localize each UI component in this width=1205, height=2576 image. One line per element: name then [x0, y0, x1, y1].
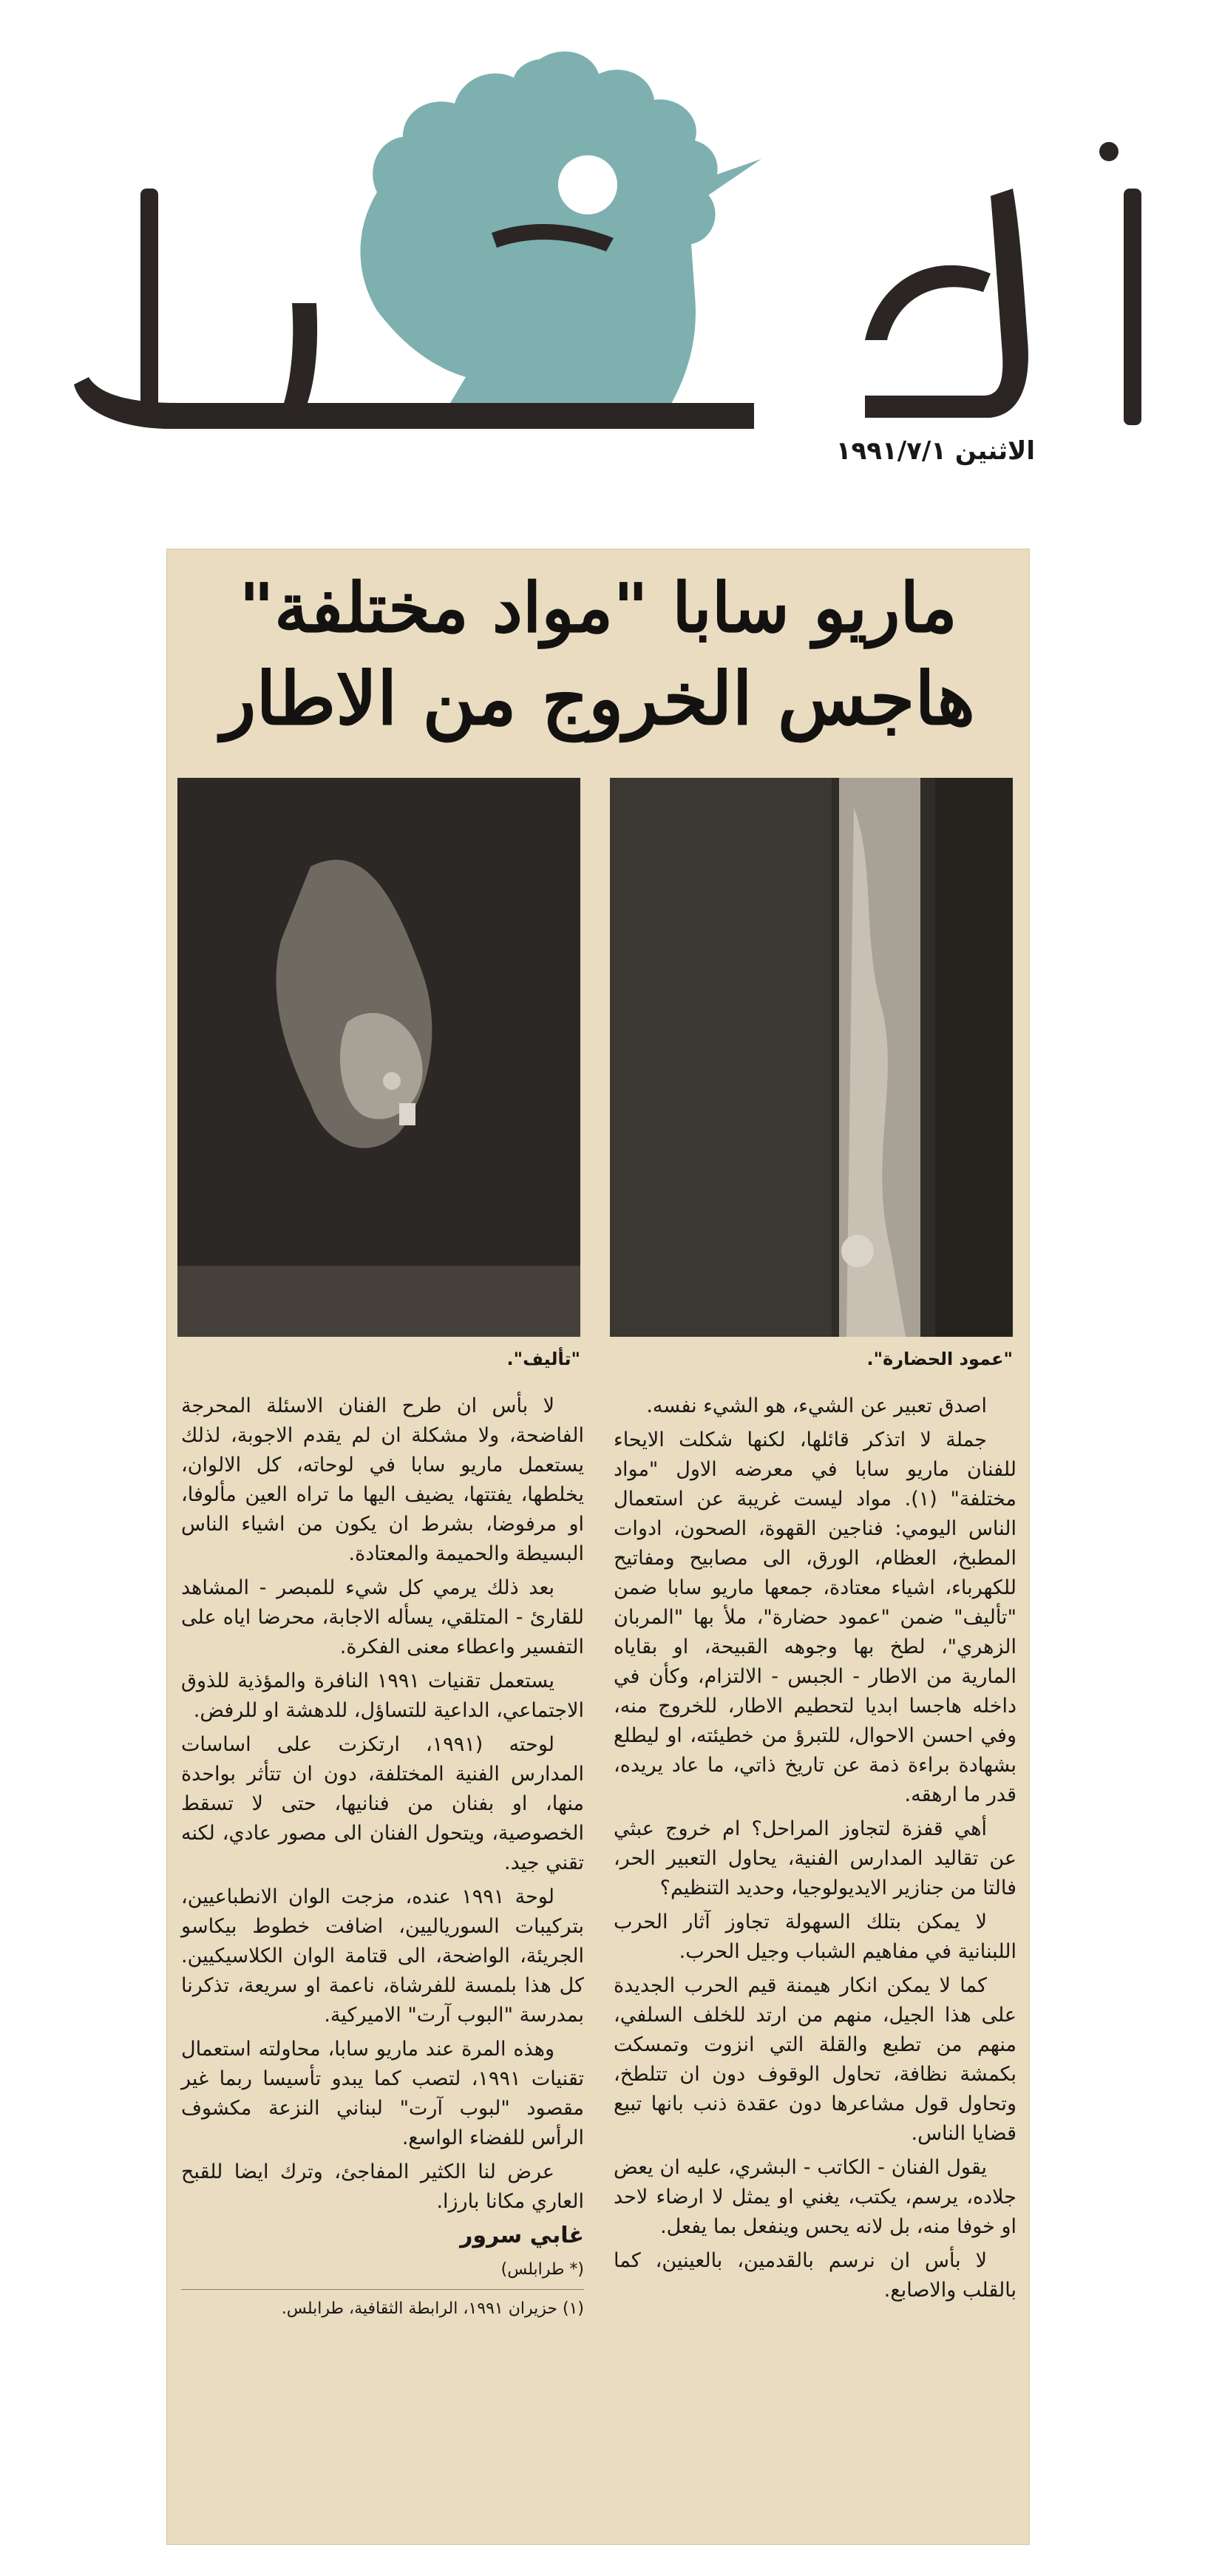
- paragraph: لا يمكن بتلك السهولة تجاوز آثار الحرب اللبنانية في مفاهيم الشباب وجيل الحرب.: [614, 1911, 1016, 1963]
- issue-date: الاثنين ١٩٩١/٧/١: [835, 436, 1035, 466]
- paragraph: لا بأس ان نرسم بالقدمين، بالعينين، كما بالقلب والاصابع.: [614, 2249, 1016, 2302]
- author-location: (* طرابلس): [500, 2260, 584, 2279]
- paragraph: يقول الفنان - الكاتب - البشري، عليه ان يعض جلاده، يرسم، يكتب، يغني او يمثل لا ارضاء لاحد او خوفا منه، بل لانه يحس وينفعل بما يفعل.: [614, 2156, 1016, 2238]
- paragraph: يستعمل تقنيات ١٩٩١ النافرة والمؤذية للذوق الاجتماعي، الداعية للتساؤل، للدهشة او للرفض.: [181, 1670, 584, 1722]
- photo-composition: [177, 778, 580, 1337]
- paragraph: جملة لا اتذكر قائلها، لكنها شكلت الايحاء للفنان ماريو سابا في معرضه الاول "مواد مختلفة" (١). مواد ليست غريبة عن استعمال الناس اليومي: فناجين القهوة، الصحون، ادوات المطبخ، العظام، الورق، الى مصابيح ومفاتيح للكهرباء، اشياء معتادة، جمعها ماريو سابا ضمن "تأليف" ضمن "عمود حضارة"، ملأ بها "المربان الزهري"، لطخ بها وجوهه القبيحة، او بقاياه المارية من الاطار - الجبس - الالتزام، وكأن في داخله هاجسا ابديا لتحطيم الاطار، للخروج منه، وفي احسن الاحوال، للتبرؤ من خطيئته، او ليطلع بشهادة براءة ذمة عن تاريخ ذاتي، ما عاد يريده، قدر ما ارهقه.: [614, 1428, 1016, 1806]
- artwork-photo: [610, 778, 1013, 1337]
- paragraph: أهي قفزة لتجاوز المراحل؟ ام خروج عبثي عن تقاليد المدارس الفنية، يحاول التعبير الحر، فالتا من جنازير الايديولوجيا، وحديد التنظيم؟: [614, 1817, 1016, 1899]
- footnote: (١) حزيران ١٩٩١، الرابطة الثقافية، طرابلس.: [181, 2289, 584, 2321]
- paragraph: بعد ذلك يرمي كل شيء للمبصر - المشاهد للقارئ - المتلقي، يسأله الاجابة، محرضا اياه على التفسير واعطاء معنى الفكرة.: [181, 1576, 584, 1658]
- masthead: [30, 30, 1168, 473]
- headline-line-2: هاجس الخروج من الاطار: [221, 657, 975, 742]
- photo-column-of-civilization: [610, 778, 1013, 1337]
- paragraph: عرض لنا الكثير المفاجئ، وترك ايضا للقبح العاري مكانا بارزا.: [181, 2160, 584, 2213]
- paragraph: كما لا يمكن انكار هيمنة قيم الحرب الجديدة على هذا الجيل، منهم من ارتد للخلف السلفي، منهم من تطبع والقلة التي انزوت وتمسكت بكمشة نظافة، تحاول الوقوف دون ان تتلطخ، وتحاول قول مشاعرها دون عقدة ذنب بانها تبيع قضايا الناس.: [614, 1974, 1016, 2145]
- paragraph: لا بأس ان طرح الفنان الاسئلة المحرجة الفاضحة، ولا مشكلة ان لم يقدم الاجوبة، لذلك يستعمل ماريو سابا في لوحاته، كل الالوان، يخلطها، يفتتها، يضيف اليها ما تراه العين مألوفا، او مرفوضا، بشرط ان يكون من اشياء الناس البسيطة والحميمة والمعتادة.: [181, 1394, 584, 1565]
- paragraph: وهذه المرة عند ماريو سابا، محاولته استعمال تقنيات ١٩٩١، لتصب كما يبدو تأسيسا ربما غير مقصود "لبوب آرت" لبناني النزعة مكشوف الرأس للفضاء الواسع.: [181, 2038, 584, 2149]
- newspaper-logo: [30, 30, 1168, 473]
- photo-caption-right: "عمود الحضارة".: [866, 1349, 1013, 1369]
- article-clipping: [166, 549, 1030, 2545]
- headline-line-1: ماريو سابا "مواد مختلفة": [239, 568, 957, 648]
- article-column-right: [614, 1392, 1016, 2310]
- article-headline: [189, 563, 1008, 747]
- author-byline: غابي سرور: [460, 2223, 584, 2248]
- paragraph: اصدق تعبير عن الشيء، هو الشيء نفسه.: [646, 1394, 987, 1417]
- paragraph: لوحته (١٩٩١، ارتكزت على اساسات المدارس الفنية المختلفة، دون ان تتأثر بواحدة منها، او بفنان من فنانيها، حتى لا تسقط الخصوصية، ويتحول الفنان الى مصور عادي، لكنه تقني جيد.: [181, 1733, 584, 1874]
- paragraph: لوحة ١٩٩١ عنده، مزجت الوان الانطباعيين، بتركيبات السورياليين، اضافت خطوط بيكاسو الجريئة، الواضحة، الى قتامة الوان الكلاسيكيين. كل هذا بلمسة للفرشاة، ناعمة او سريعة، تذكرنا بمدرسة "البوب آرت" الاميركية.: [181, 1885, 584, 2027]
- artwork-photo: [177, 778, 580, 1337]
- photo-caption-left: "تأليف".: [506, 1349, 580, 1369]
- article-column-left: [181, 1392, 584, 2325]
